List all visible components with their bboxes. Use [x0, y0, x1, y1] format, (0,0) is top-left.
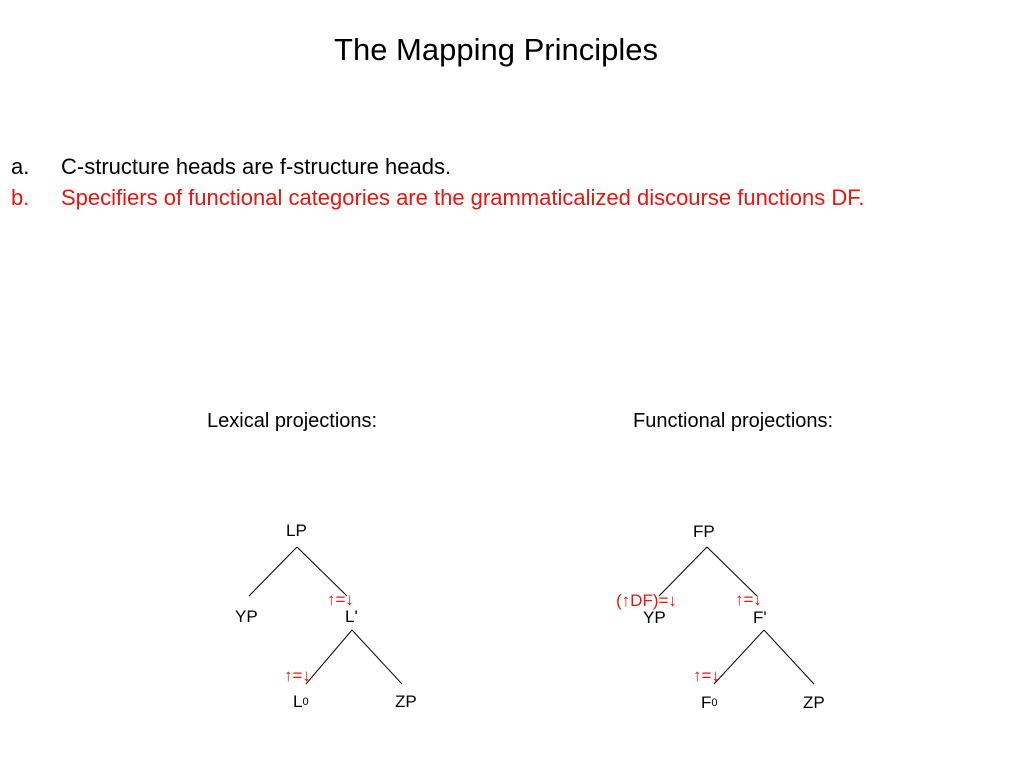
functional-bar-annotation: ↑=↓: [735, 590, 762, 609]
functional-head-node: [701, 693, 718, 713]
functional-branch-fp-fbar: [707, 547, 757, 596]
functional-heading: Functional projections:: [633, 410, 834, 432]
lexical-root-node: LP: [286, 521, 307, 540]
functional-branch-fbar-zp: [764, 630, 814, 684]
page-title: The Mapping Principles: [334, 32, 658, 67]
functional-branch-fbar-f0: [714, 630, 764, 684]
lexical-branch-lp-yp: [249, 547, 297, 596]
functional-complement-node: ZP: [803, 693, 825, 712]
lexical-branch-lp-lbar: [297, 547, 347, 596]
functional-branch-fp-yp: [659, 547, 707, 596]
lexical-head-node: [293, 692, 309, 712]
functional-head-superscript: 0: [711, 697, 718, 709]
lexical-bar-annotation: ↑=↓: [327, 590, 354, 609]
lexical-head-label: L: [293, 692, 303, 711]
lexical-branch-lbar-l0: [306, 630, 352, 684]
principle-b-marker: b.: [11, 185, 30, 210]
lexical-spec-node: YP: [235, 607, 258, 626]
functional-spec-node: YP: [643, 608, 666, 627]
functional-head-annotation: ↑=↓: [693, 666, 720, 685]
lexical-branch-lbar-zp: [352, 630, 402, 684]
functional-bar-node: F': [753, 608, 767, 627]
functional-spec-annotation: (↑DF)=↓: [616, 591, 677, 610]
lexical-complement-node: ZP: [395, 692, 417, 711]
lexical-bar-node: L': [345, 607, 358, 626]
lexical-head-annotation: ↑=↓: [284, 666, 311, 685]
principle-a-text: C-structure heads are f-structure heads.: [61, 154, 452, 179]
functional-root-node: FP: [693, 522, 715, 541]
principle-a-marker: a.: [11, 154, 30, 179]
lexical-head-superscript: 0: [302, 696, 309, 708]
principle-b-text: Specifiers of functional categories are the grammaticalized discourse functions DF.: [61, 185, 865, 210]
lexical-heading: Lexical projections:: [207, 410, 378, 432]
functional-head-label: F: [701, 693, 712, 712]
